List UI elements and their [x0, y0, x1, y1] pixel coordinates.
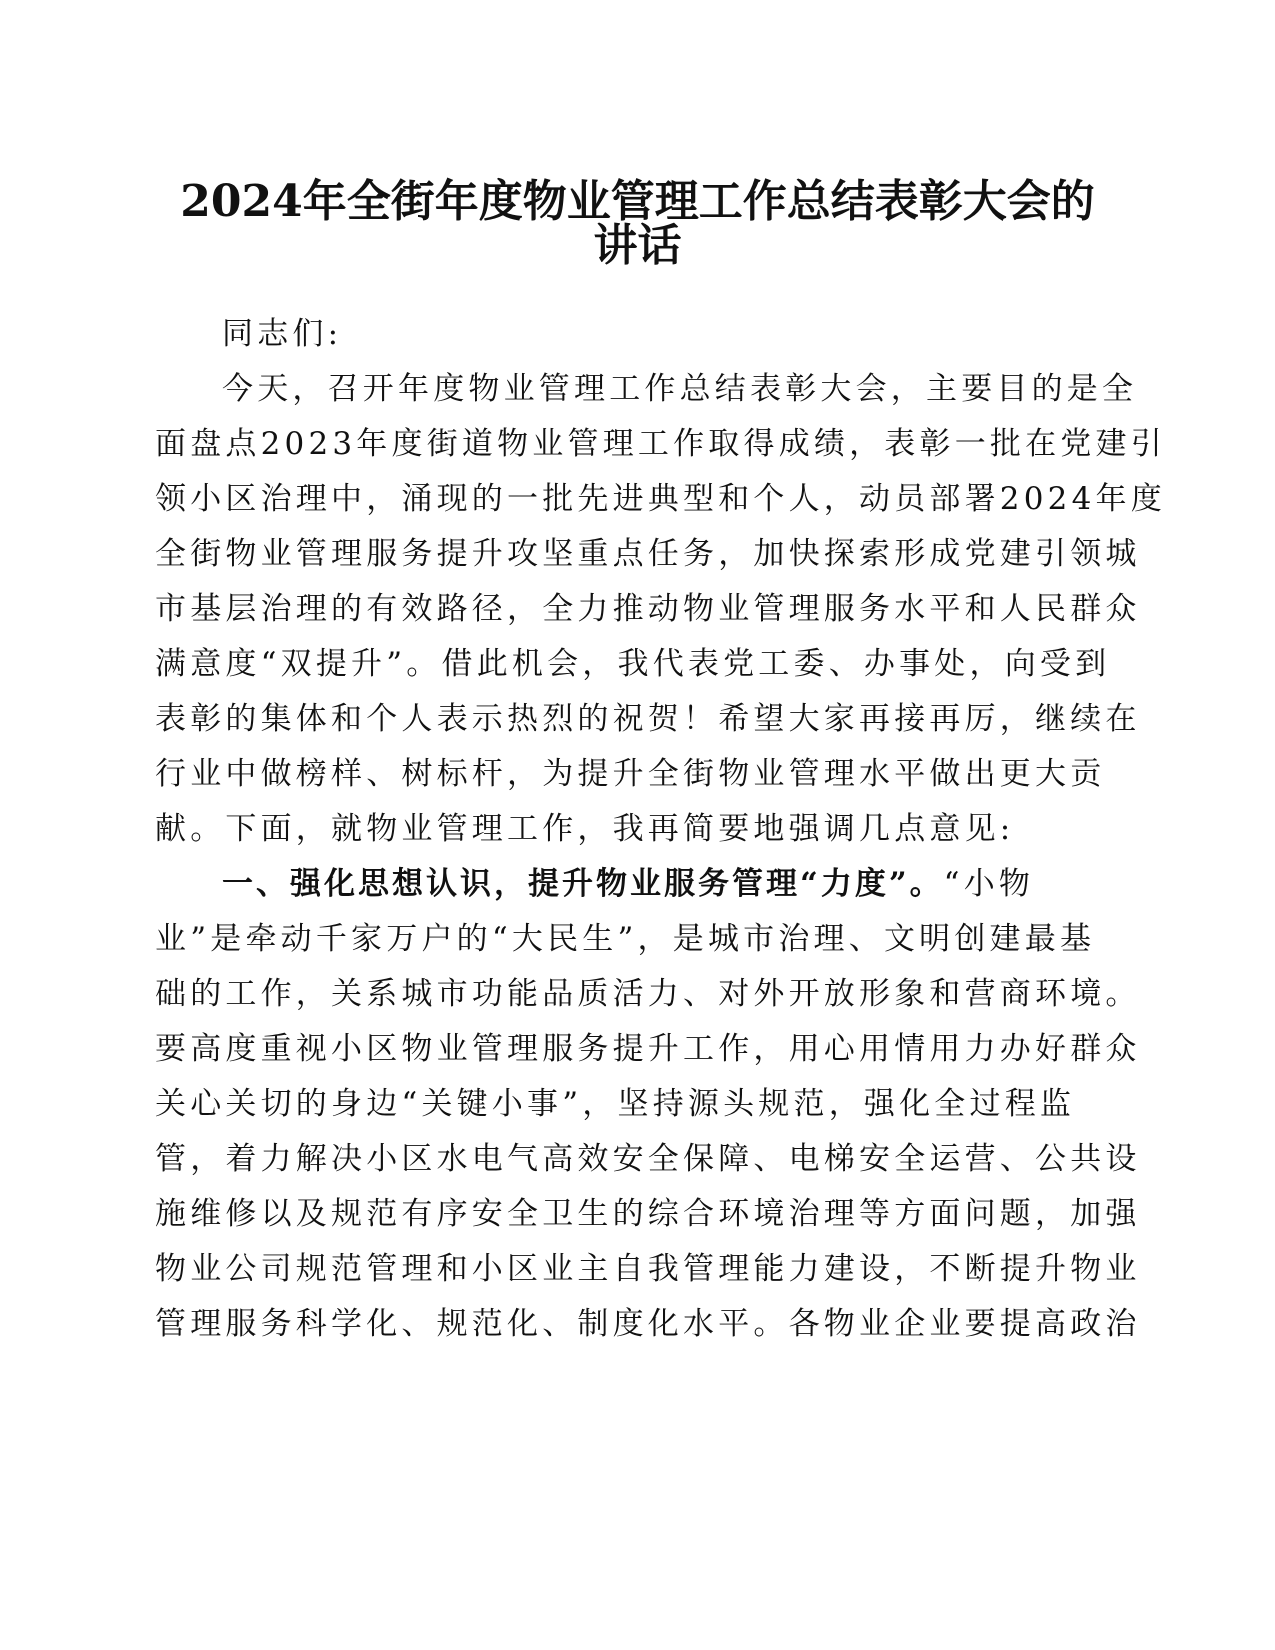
salutation: 同志们: [222, 316, 343, 352]
document-title-line-2: 讲话 [593, 220, 682, 271]
paragraph-1-line: 满意度“双提升”。借此机会，我代表党工委、办事处，向受到 [155, 646, 1111, 682]
section-1-first-line-text: “小物 [943, 866, 1035, 902]
section-1-line: 关心关切的身边“关键小事”，坚持源头规范，强化全过程监 [155, 1086, 1076, 1122]
section-1-line: 要高度重视小区物业管理服务提升工作，用心用情用力办好群众 [155, 1031, 1141, 1067]
section-1-line: 管理服务科学化、规范化、制度化水平。各物业企业要提高政治 [155, 1306, 1141, 1342]
section-1-line: 施维修以及规范有序安全卫生的综合环境治理等方面问题，加强 [155, 1196, 1141, 1232]
paragraph-1-line: 领小区治理中，涌现的一批先进典型和个人，动员部署2024年度 [155, 481, 1166, 517]
section-1-line: 物业公司规范管理和小区业主自我管理能力建设，不断提升物业 [155, 1251, 1141, 1287]
section-1-line: 础的工作，关系城市功能品质活力、对外开放形象和营商环境。 [155, 976, 1141, 1012]
paragraph-1-line: 表彰的集体和个人表示热烈的祝贺！希望大家再接再厉，继续在 [155, 701, 1141, 737]
paragraph-1-line: 今天，召开年度物业管理工作总结表彰大会，主要目的是全 [222, 371, 1138, 407]
section-1-line: 业”是牵动千家万户的“大民生”，是城市治理、文明创建最基 [155, 921, 1096, 957]
paragraph-1-line: 市基层治理的有效路径，全力推动物业管理服务水平和人民群众 [155, 591, 1141, 627]
section-1-heading: 一、强化思想认识，提升物业服务管理“力度”。 [222, 866, 944, 902]
document-title-line-1: 2024年全街年度物业管理工作总结表彰大会的 [180, 176, 1095, 227]
section-1-first-line [222, 865, 1034, 903]
paragraph-1-line: 行业中做榜样、树标杆，为提升全街物业管理水平做出更大贡 [155, 756, 1106, 792]
section-1-line: 管，着力解决小区水电气高效安全保障、电梯安全运营、公共设 [155, 1141, 1141, 1177]
paragraph-1-line: 献。下面，就物业管理工作，我再简要地强调几点意见: [155, 811, 1015, 847]
paragraph-1-line: 全街物业管理服务提升攻坚重点任务，加快探索形成党建引领城 [155, 536, 1141, 572]
paragraph-1-line: 面盘点2023年度街道物业管理工作取得成绩，表彰一批在党建引 [155, 426, 1166, 462]
